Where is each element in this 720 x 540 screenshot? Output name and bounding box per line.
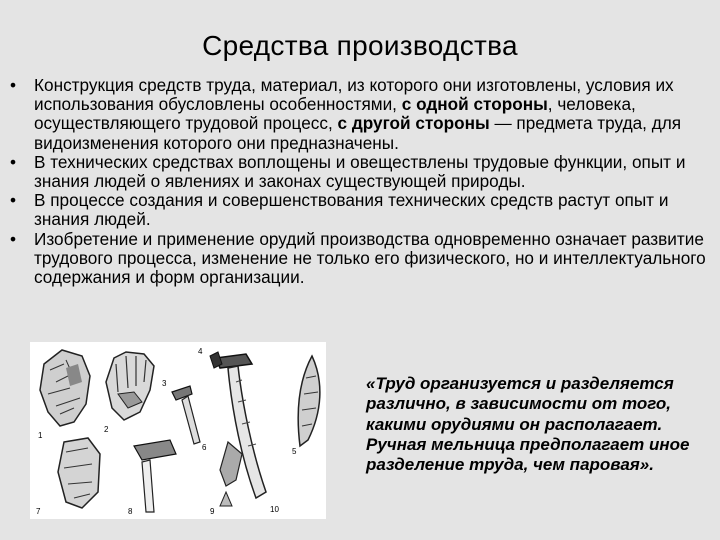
bullet-marker: • [10, 75, 17, 95]
bullet-text-1: В технических средствах воплощены и овеществлены трудовые функции, опыт и знания людей о явлениях и законах существующей природы. [34, 151, 686, 192]
figure-number: 5 [292, 447, 297, 456]
bullet-text-3: Изобретение и применение орудий производства одновременно означает развитие трудового процесса, изменение не только его физического, но и интеллектуального содержания и форм организации. [34, 228, 706, 288]
figure-number: 1 [38, 431, 43, 440]
bullet-item [10, 230, 716, 288]
figure-number: 8 [128, 507, 133, 516]
figure-number: 4 [198, 347, 203, 356]
bullet-text-2: В процессе создания и совершенствования технических средств растут опыт и знания людей. [34, 190, 669, 230]
figure-number: 2 [104, 425, 109, 434]
bullet-item [10, 153, 716, 191]
hand-axe-drawing [40, 350, 90, 426]
hand-with-stone-drawing [106, 352, 154, 420]
small-hafted-tool-drawing [172, 386, 200, 444]
quote-text: «Труд организуется и разделяется различно, в зависимости от того, какими орудиями он располагает. Ручная мельница предполагает иное разделение труда, чем паровая». [366, 374, 690, 475]
figure-number: 7 [36, 507, 41, 516]
bullet-marker: • [10, 190, 17, 211]
arrowhead-drawing [220, 442, 242, 506]
hafted-axe-drawing [210, 352, 266, 498]
stone-tools-illustration [30, 342, 326, 519]
figure-number: 9 [210, 507, 215, 516]
bullet-item [10, 76, 716, 153]
drill-tool-drawing [134, 440, 176, 512]
bullet-list [10, 76, 716, 287]
figure-number: 6 [202, 443, 207, 452]
spear-point-drawing [298, 356, 320, 446]
chopper-drawing [58, 438, 100, 508]
bullet-item [10, 191, 716, 229]
figure-number: 10 [270, 505, 279, 514]
slide-title: Средства производства [202, 30, 518, 61]
figure-number: 3 [162, 379, 167, 388]
bullet-marker: • [10, 228, 17, 249]
bullet-marker: • [10, 151, 17, 172]
bullet-text-0: Конструкция средств труда, материал, из которого они изготовлены, условия их использования обусловлены особенностями, с одной стороны, человека, осуществляющего трудовой процесс, с другой стороны — предмета труда, для видоизменения которого они предназначены. [34, 75, 682, 153]
